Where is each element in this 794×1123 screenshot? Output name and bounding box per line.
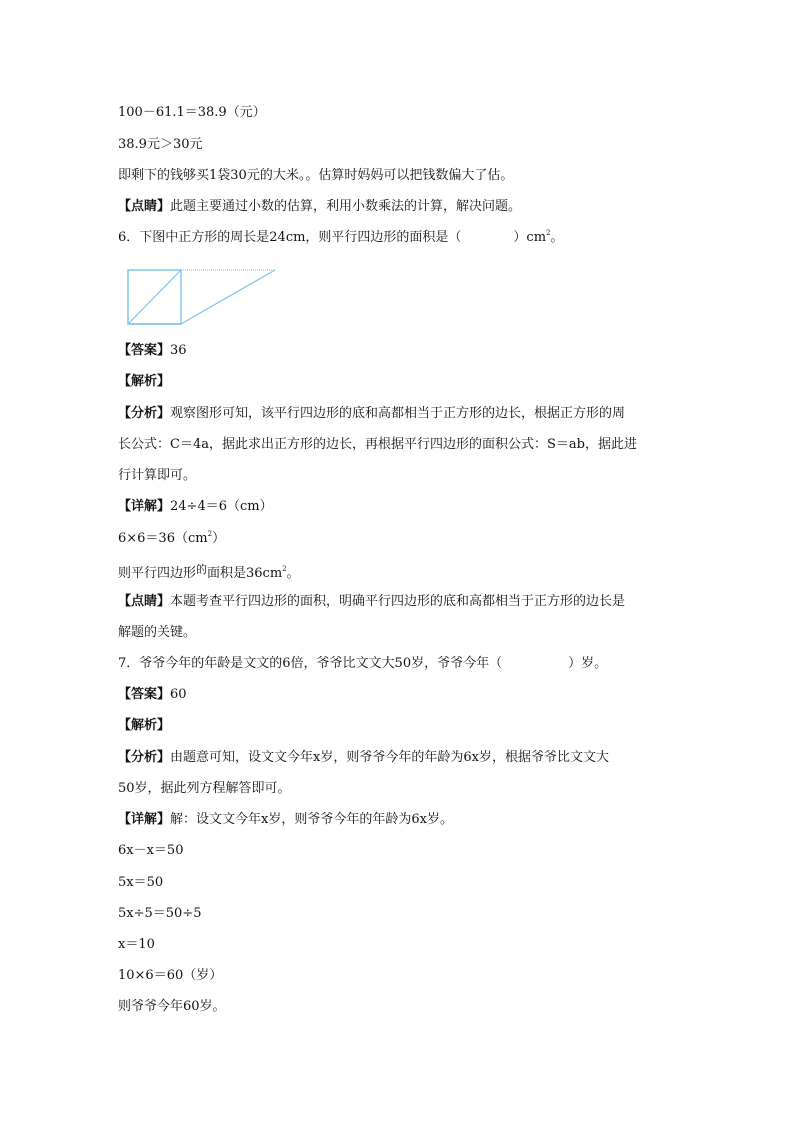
detail-6-line-2 (118, 531, 225, 547)
question-7 (118, 656, 607, 672)
parallelogram-right-side (181, 270, 275, 324)
analysis-text: 观察图形可知，该平行四边形的底和高都相当于正方形的边长，根据正方形的周 (170, 406, 626, 421)
parallelogram-figure (126, 268, 278, 332)
answer-tag: 【答案】 (118, 343, 171, 358)
q6-end: 。 (550, 230, 564, 245)
analysis-tag: 【分析】 (118, 406, 171, 421)
equation-line-4: x＝10 (118, 937, 155, 952)
analysis-text: 由题意可知，设文文今年x岁，则爷爷今年的年龄为6x岁，根据爷爷比文文大 (170, 750, 609, 765)
detail-superscript: 2 (207, 530, 213, 538)
result-superscript: 2 (282, 565, 287, 573)
equation-line-1: 6x－x＝50 (118, 843, 184, 858)
detail-tag: 【详解】 (118, 812, 171, 827)
analysis-heading-7: 【解析】 (118, 718, 171, 733)
q6-unit: ）cm (513, 230, 547, 245)
result-text-b: 面积是36cm (207, 566, 283, 581)
q6-superscript: 2 (546, 229, 551, 237)
result-text-c: 。 (286, 566, 300, 581)
analysis-tag: 【分析】 (118, 750, 171, 765)
result-text-de: 的 (196, 563, 208, 576)
calc-line-2: 38.9元＞30元 (118, 137, 203, 152)
detail-6-line-3 (118, 562, 300, 582)
calc-line-1: 100－61.1＝38.9（元） (118, 105, 266, 120)
analysis-heading-6: 【解析】 (118, 374, 171, 389)
square-parallelogram-diagram (126, 268, 278, 328)
detail-tag: 【详解】 (118, 499, 171, 514)
q7-text: 7．爷爷今年的年龄是文文的6倍，爷爷比文文大50岁，爷爷今年（ (118, 656, 503, 671)
analysis-6-line-3: 行计算即可。 (118, 468, 197, 483)
detail-paren: ） (212, 531, 226, 546)
answer-value: 60 (170, 687, 187, 702)
conclusion-line: 即剩下的钱够买1袋30元的大米。。估算时妈妈可以把钱数偏大了估。 (118, 168, 514, 183)
q7-end: ）岁。 (568, 656, 608, 671)
highlight-note-6-line-1 (118, 594, 625, 610)
parallelogram-left-side (128, 270, 181, 324)
analysis-7-line-1 (118, 750, 609, 766)
highlight-note-6-line-2: 解题的关键。 (118, 625, 197, 640)
equation-line-2: 5x＝50 (118, 875, 164, 890)
result-text-a: 则平行四边形 (118, 566, 197, 581)
analysis-6-line-1 (118, 406, 625, 422)
answer-6 (118, 343, 187, 359)
equation-line-3: 5x÷5＝50÷5 (118, 906, 202, 921)
question-6 (118, 230, 564, 246)
q6-text: 6．下图中正方形的周长是24cm，则平行四边形的面积是（ (118, 230, 462, 245)
answer-value: 36 (170, 343, 187, 358)
answer-tag: 【答案】 (118, 687, 171, 702)
equation-line-5: 10×6＝60（岁） (118, 968, 223, 983)
analysis-7-line-2: 50岁，据此列方程解答即可。 (118, 781, 291, 796)
note-tag: 【点睛】 (118, 199, 171, 214)
detail-text: 24÷4＝6（cm） (170, 499, 273, 514)
analysis-6-line-2: 长公式：C＝4a，据此求出正方形的边长，再根据平行四边形的面积公式：S＝ab，据此进 (118, 437, 637, 452)
final-answer-line: 则爷爷今年60岁。 (118, 999, 226, 1014)
detail-6-line-1 (118, 499, 273, 515)
note-text: 此题主要通过小数的估算，利用小数乘法的计算，解决问题。 (170, 199, 522, 214)
highlight-note-5 (118, 199, 521, 215)
detail-7-line-1 (118, 812, 453, 828)
note-tag: 【点睛】 (118, 594, 171, 609)
detail-text: 解：设文文今年x岁，则爷爷今年的年龄为6x岁。 (170, 812, 453, 827)
detail-calc: 6×6＝36（cm (118, 531, 208, 546)
note-text: 本题考查平行四边形的面积，明确平行四边形的底和高都相当于正方形的边长是 (170, 594, 626, 609)
answer-7 (118, 687, 187, 703)
